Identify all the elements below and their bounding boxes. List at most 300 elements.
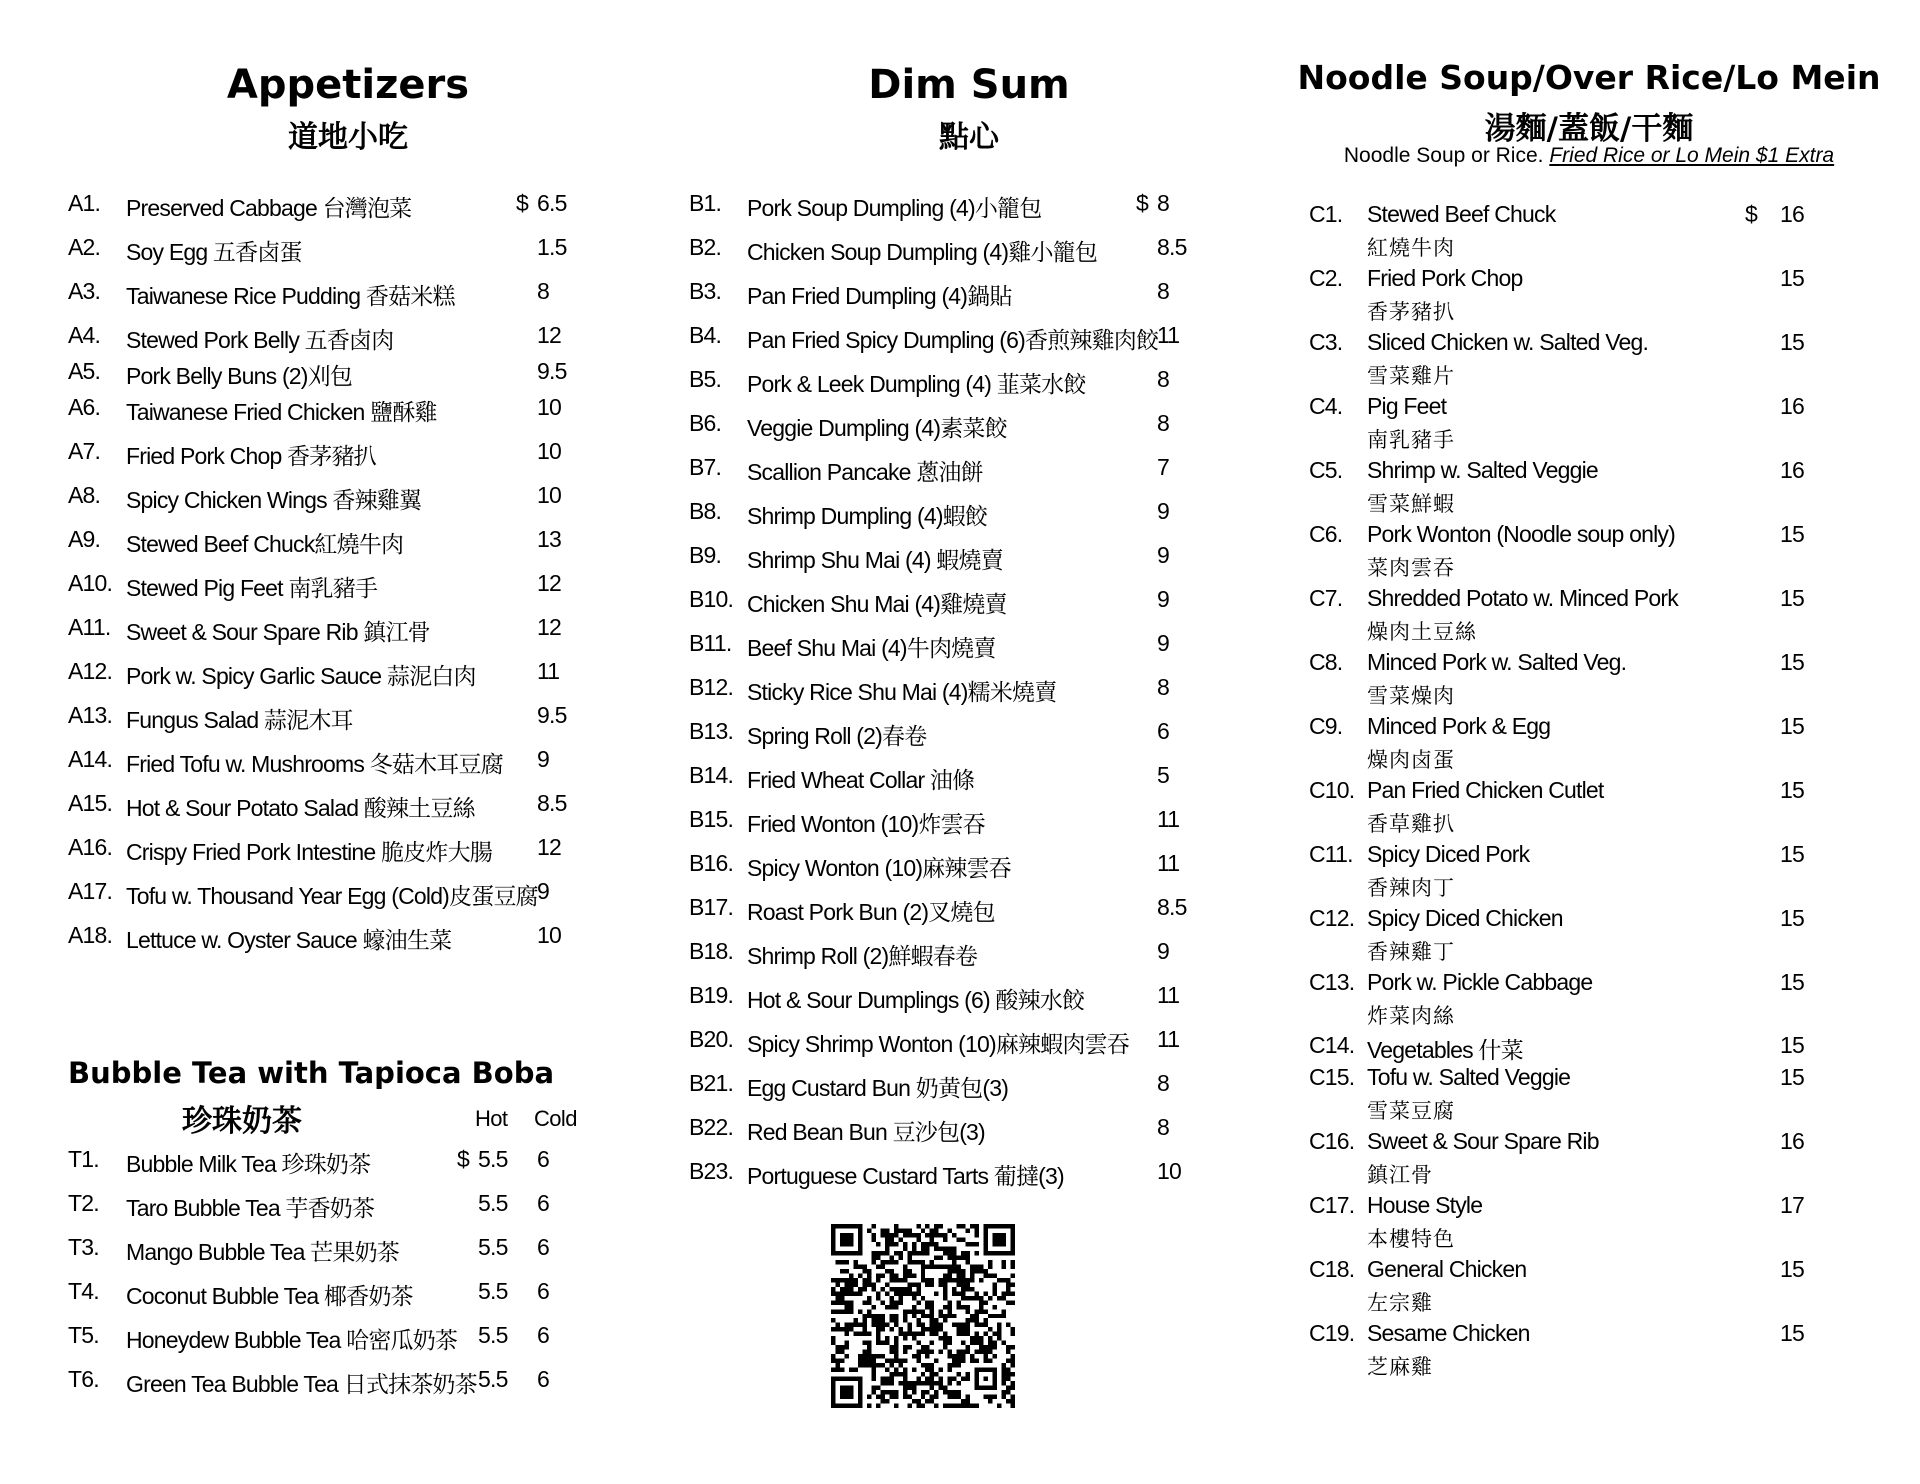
bubble-tea-title: Bubble Tea with Tapioca Boba [68, 1056, 555, 1090]
item-name: Pork Wonton (Noodle soup only) [1367, 521, 1675, 547]
item-price: 8 [1157, 190, 1169, 216]
item-code: B3. [689, 278, 722, 304]
item-code: A7. [68, 438, 101, 464]
item-name-zh: 香辣雞丁 [1367, 940, 1455, 964]
item-price: 5 [1157, 762, 1169, 788]
item-name: Fried Pork Chop [1367, 265, 1523, 291]
item-price: 9 [537, 746, 549, 772]
item-price: 10 [537, 394, 561, 420]
item-name: Chicken Shu Mai (4)雞燒賣 [747, 591, 1007, 617]
item-name-zh: 鎮江骨 [1367, 1163, 1433, 1187]
item-price: 15 [1780, 1256, 1804, 1282]
item-code: B7. [689, 454, 722, 480]
item-price: 12 [537, 834, 561, 860]
item-name: Vegetables 什菜 [1367, 1037, 1523, 1063]
item-price: 10 [1157, 1158, 1181, 1184]
item-name: Minced Pork w. Salted Veg. [1367, 649, 1627, 675]
item-name: Sliced Chicken w. Salted Veg. [1367, 329, 1649, 355]
item-name-zh: 南乳豬手 [1367, 428, 1455, 452]
item-name: Mango Bubble Tea 芒果奶茶 [126, 1239, 399, 1265]
list-item [68, 526, 588, 556]
list-item [68, 1366, 588, 1396]
item-price: 15 [1780, 905, 1804, 931]
item-name: Spring Roll (2)春卷 [747, 723, 927, 749]
noodle-title-zh: 湯麵/蓋飯/干麵 [1484, 111, 1694, 147]
list-item [1309, 329, 1829, 359]
item-code: C8. [1309, 649, 1343, 675]
list-item [689, 366, 1209, 396]
item-name: Beef Shu Mai (4)牛肉燒賣 [747, 635, 996, 661]
list-item [689, 586, 1209, 616]
item-code: A1. [68, 190, 101, 216]
item-name: Fried Wheat Collar 油條 [747, 767, 975, 793]
item-name: Crispy Fried Pork Intestine 脆皮炸大腸 [126, 839, 492, 865]
list-item [1309, 841, 1829, 871]
item-code: C14. [1309, 1032, 1355, 1058]
list-item [68, 614, 588, 644]
list-item [68, 190, 588, 220]
item-code: T5. [68, 1322, 99, 1348]
item-name: Taro Bubble Tea 芋香奶茶 [126, 1195, 375, 1221]
item-name: Lettuce w. Oyster Sauce 蠔油生菜 [126, 927, 452, 953]
hot-price: 5.5 [478, 1146, 508, 1172]
item-price: 9 [1157, 498, 1169, 524]
appetizers-title: Appetizers [226, 62, 470, 108]
list-item [1309, 457, 1829, 487]
dim-sum-title-zh: 點心 [939, 120, 999, 155]
item-price: 16 [1780, 1128, 1804, 1154]
item-code: B8. [689, 498, 722, 524]
item-code: B19. [689, 982, 734, 1008]
list-item [68, 278, 588, 308]
list-item [68, 1322, 588, 1352]
item-name: Shrimp Shu Mai (4) 蝦燒賣 [747, 547, 1003, 573]
list-item [689, 1158, 1209, 1188]
item-code: C6. [1309, 521, 1343, 547]
item-code: B6. [689, 410, 722, 436]
item-name: Chicken Soup Dumpling (4)雞小籠包 [747, 239, 1098, 265]
item-code: A8. [68, 482, 101, 508]
item-name-zh: 雪菜鮮蝦 [1367, 492, 1455, 516]
list-item [689, 806, 1209, 836]
bubble-tea-title-zh: 珍珠奶茶 [182, 1104, 302, 1139]
list-item [1309, 1256, 1829, 1286]
item-code: B1. [689, 190, 722, 216]
item-name: Shrimp Dumpling (4)蝦餃 [747, 503, 988, 529]
list-item [1309, 585, 1829, 615]
item-code: C15. [1309, 1064, 1355, 1090]
item-name-zh: 芝麻雞 [1367, 1355, 1433, 1379]
item-code: A17. [68, 878, 113, 904]
cold-price: 6 [537, 1234, 549, 1260]
list-item [1309, 393, 1829, 423]
item-name: Pork Soup Dumpling (4)小籠包 [747, 195, 1042, 221]
item-name: Pork w. Pickle Cabbage [1367, 969, 1593, 995]
item-code: A5. [68, 358, 101, 384]
item-code: B14. [689, 762, 734, 788]
item-name: Taiwanese Fried Chicken 鹽酥雞 [126, 399, 437, 425]
item-name: Shrimp Roll (2)鮮蝦春卷 [747, 943, 978, 969]
item-price: 15 [1780, 1064, 1804, 1090]
item-code: B18. [689, 938, 734, 964]
list-item [1309, 265, 1829, 295]
noodle-title: Noodle Soup/Over Rice/Lo Mein [1297, 58, 1881, 97]
list-item [689, 718, 1209, 748]
item-name: Sticky Rice Shu Mai (4)糯米燒賣 [747, 679, 1057, 705]
item-name: Fried Tofu w. Mushrooms 冬菇木耳豆腐 [126, 751, 503, 777]
item-name: Hot & Sour Potato Salad 酸辣土豆絲 [126, 795, 475, 821]
item-name: General Chicken [1367, 1256, 1527, 1282]
list-item [1309, 1192, 1829, 1222]
list-item [689, 234, 1209, 264]
item-price: 16 [1780, 393, 1804, 419]
item-price: 9 [537, 878, 549, 904]
item-price: 11 [1157, 806, 1180, 832]
item-name: Sweet & Sour Spare Rib [1367, 1128, 1599, 1154]
item-price: 8 [1157, 410, 1169, 436]
item-name: Red Bean Bun 豆沙包(3) [747, 1119, 985, 1145]
item-price: 8.5 [1157, 894, 1187, 920]
item-code: A6. [68, 394, 101, 420]
item-price: 8 [537, 278, 549, 304]
item-code: B5. [689, 366, 722, 392]
item-name: Shredded Potato w. Minced Pork [1367, 585, 1678, 611]
noodle-note-plain: Noodle Soup or Rice. [1343, 144, 1550, 167]
item-code: B15. [689, 806, 734, 832]
cold-price: 6 [537, 1278, 549, 1304]
item-code: A14. [68, 746, 113, 772]
item-name: Stewed Pig Feet 南乳豬手 [126, 575, 378, 601]
item-price: 15 [1780, 777, 1804, 803]
item-price: 9 [1157, 542, 1169, 568]
item-price: 10 [537, 438, 561, 464]
item-name: Portuguese Custard Tarts 葡撻(3) [747, 1163, 1064, 1189]
item-code: B21. [689, 1070, 734, 1096]
list-item [689, 542, 1209, 572]
item-code: A11. [68, 614, 111, 640]
dim-sum-title: Dim Sum [868, 62, 1070, 108]
item-code: C19. [1309, 1320, 1355, 1346]
item-price: 12 [537, 614, 561, 640]
item-code: B22. [689, 1114, 734, 1140]
item-code: B12. [689, 674, 734, 700]
item-price: 11 [1157, 1026, 1180, 1052]
list-item [68, 358, 588, 388]
item-price: 11 [1157, 322, 1180, 348]
item-name: Preserved Cabbage 台灣泡菜 [126, 195, 412, 221]
item-name: Pig Feet [1367, 393, 1447, 419]
item-price: 9.5 [537, 702, 567, 728]
item-code: A10. [68, 570, 113, 596]
item-price: 8 [1157, 278, 1169, 304]
list-item [1309, 969, 1829, 999]
list-item [1309, 777, 1829, 807]
list-item [689, 190, 1209, 220]
item-name: Pan Fried Spicy Dumpling (6)香煎辣雞肉餃 [747, 327, 1159, 353]
list-item [689, 1114, 1209, 1144]
item-name: Spicy Chicken Wings 香辣雞翼 [126, 487, 422, 513]
item-name: Tofu w. Thousand Year Egg (Cold)皮蛋豆腐 [126, 883, 538, 909]
noodle-section [1297, 0, 1881, 1484]
item-name: Pork Belly Buns (2)刈包 [126, 363, 353, 389]
item-code: T2. [68, 1190, 99, 1216]
item-price: 9 [1157, 586, 1169, 612]
item-name: Soy Egg 五香卤蛋 [126, 239, 302, 265]
item-price: 16 [1780, 457, 1804, 483]
item-price: 15 [1780, 841, 1804, 867]
item-code: C10. [1309, 777, 1355, 803]
item-price: 11 [1157, 982, 1180, 1008]
cold-price: 6 [537, 1190, 549, 1216]
list-item [689, 322, 1209, 352]
item-code: C7. [1309, 585, 1343, 611]
item-name-zh: 香辣肉丁 [1367, 876, 1455, 900]
item-code: C16. [1309, 1128, 1355, 1154]
item-code: A9. [68, 526, 101, 552]
dim-sum-section [689, 0, 1209, 1484]
item-name: Spicy Shrimp Wonton (10)麻辣蝦肉雲吞 [747, 1031, 1130, 1057]
item-price: 15 [1780, 1032, 1804, 1058]
item-code: T3. [68, 1234, 99, 1260]
list-item [689, 498, 1209, 528]
noodle-note-extra: Fried Rice or Lo Mein $1 Extra [1549, 144, 1835, 167]
hot-column-header: Hot [475, 1106, 508, 1131]
hot-price: 5.5 [478, 1278, 508, 1304]
item-price: 11 [537, 658, 560, 684]
item-name: Pork w. Spicy Garlic Sauce 蒜泥白肉 [126, 663, 476, 689]
list-item [1309, 1128, 1829, 1158]
item-price: 8.5 [537, 790, 567, 816]
item-price: 15 [1780, 713, 1804, 739]
list-item [689, 1026, 1209, 1056]
list-item [68, 322, 588, 352]
item-price: 6.5 [537, 190, 567, 216]
item-name: Bubble Milk Tea 珍珠奶茶 [126, 1151, 371, 1177]
item-name-zh: 雪菜豆腐 [1367, 1099, 1455, 1123]
list-item [68, 702, 588, 732]
list-item [1309, 1032, 1829, 1062]
item-name: Hot & Sour Dumplings (6) 酸辣水餃 [747, 987, 1085, 1013]
item-code: A2. [68, 234, 101, 260]
list-item [1309, 1064, 1829, 1094]
item-name: Stewed Beef Chuck [1367, 201, 1556, 227]
item-price: 15 [1780, 969, 1804, 995]
item-price: 15 [1780, 521, 1804, 547]
item-code: C11. [1309, 841, 1353, 867]
item-code: B16. [689, 850, 734, 876]
item-name: Green Tea Bubble Tea 日式抹茶奶茶 [126, 1371, 477, 1397]
item-code: A13. [68, 702, 113, 728]
item-name: Stewed Pork Belly 五香卤肉 [126, 327, 394, 353]
item-name-zh: 紅燒牛肉 [1367, 236, 1455, 260]
list-item [68, 1278, 588, 1308]
item-code: C5. [1309, 457, 1343, 483]
item-code: A18. [68, 922, 113, 948]
list-item [68, 922, 588, 952]
item-price: 12 [537, 570, 561, 596]
item-name: Spicy Wonton (10)麻辣雲吞 [747, 855, 1011, 881]
item-price: 12 [537, 322, 561, 348]
list-item [1309, 713, 1829, 743]
item-code: B10. [689, 586, 734, 612]
item-name-zh: 炸菜肉絲 [1367, 1004, 1455, 1028]
item-price: 9 [1157, 630, 1169, 656]
item-name: Spicy Diced Pork [1367, 841, 1530, 867]
item-name: Pan Fried Chicken Cutlet [1367, 777, 1604, 803]
item-name: Pork & Leek Dumpling (4) 韮菜水餃 [747, 371, 1086, 397]
item-price: 8.5 [1157, 234, 1187, 260]
cold-column-header: Cold [534, 1106, 577, 1131]
currency-symbol: $ [1136, 190, 1148, 216]
item-price: 7 [1157, 454, 1169, 480]
item-name-zh: 左宗雞 [1367, 1291, 1433, 1315]
list-item [68, 878, 588, 908]
currency-symbol: $ [516, 190, 528, 216]
item-name: House Style [1367, 1192, 1483, 1218]
item-code: A12. [68, 658, 113, 684]
item-name-zh: 燥肉土豆絲 [1367, 620, 1477, 644]
item-code: C13. [1309, 969, 1355, 995]
item-code: T6. [68, 1366, 99, 1392]
item-name: Veggie Dumpling (4)素菜餃 [747, 415, 1007, 441]
cold-price: 6 [537, 1146, 549, 1172]
item-name: Fried Wonton (10)炸雲吞 [747, 811, 985, 837]
item-code: B13. [689, 718, 734, 744]
item-name-zh: 香茅豬扒 [1367, 300, 1455, 324]
item-code: A3. [68, 278, 101, 304]
item-code: C4. [1309, 393, 1343, 419]
list-item [68, 1190, 588, 1220]
currency-symbol: $ [457, 1146, 469, 1172]
item-name-zh: 雪菜燥肉 [1367, 684, 1455, 708]
list-item [68, 482, 588, 512]
item-price: 8 [1157, 366, 1169, 392]
list-item [689, 982, 1209, 1012]
item-name: Stewed Beef Chuck紅燒牛肉 [126, 531, 404, 557]
item-name: Tofu w. Salted Veggie [1367, 1064, 1571, 1090]
item-code: A4. [68, 322, 101, 348]
list-item [68, 746, 588, 776]
item-name-zh: 香草雞扒 [1367, 812, 1455, 836]
list-item [689, 894, 1209, 924]
item-price: 9.5 [537, 358, 567, 384]
item-name: Sesame Chicken [1367, 1320, 1530, 1346]
list-item [689, 850, 1209, 880]
list-item [68, 570, 588, 600]
currency-symbol: $ [1745, 201, 1757, 227]
item-price: 13 [537, 526, 561, 552]
item-name: Sweet & Sour Spare Rib 鎮江骨 [126, 619, 430, 645]
list-item [1309, 201, 1829, 231]
list-item [68, 394, 588, 424]
list-item [68, 438, 588, 468]
item-price: 15 [1780, 585, 1804, 611]
item-name-zh: 雪菜雞片 [1367, 364, 1455, 388]
list-item [1309, 649, 1829, 679]
item-price: 10 [537, 482, 561, 508]
item-code: C2. [1309, 265, 1343, 291]
item-name: Spicy Diced Chicken [1367, 905, 1563, 931]
item-name: Fungus Salad 蒜泥木耳 [126, 707, 353, 733]
list-item [689, 938, 1209, 968]
item-code: B9. [689, 542, 722, 568]
item-code: T1. [68, 1146, 99, 1172]
item-code: A15. [68, 790, 113, 816]
list-item [68, 1146, 588, 1176]
appetizers-section [68, 0, 588, 1484]
hot-price: 5.5 [478, 1366, 508, 1392]
item-name-zh: 菜肉雲吞 [1367, 556, 1455, 580]
list-item [1309, 905, 1829, 935]
item-name: Honeydew Bubble Tea 哈密瓜奶茶 [126, 1327, 458, 1353]
list-item [68, 234, 588, 264]
item-price: 17 [1780, 1192, 1804, 1218]
item-name: Roast Pork Bun (2)叉燒包 [747, 899, 995, 925]
cold-price: 6 [537, 1366, 549, 1392]
item-price: 8 [1157, 674, 1169, 700]
list-item [689, 454, 1209, 484]
hot-price: 5.5 [478, 1322, 508, 1348]
item-price: 10 [537, 922, 561, 948]
list-item [689, 278, 1209, 308]
noodle-pricing-note [1293, 144, 1885, 168]
appetizers-title-zh: 道地小吃 [288, 120, 408, 155]
item-price: 9 [1157, 938, 1169, 964]
item-price: 16 [1780, 201, 1804, 227]
item-name-zh: 本樓特色 [1367, 1227, 1455, 1251]
list-item [689, 674, 1209, 704]
list-item [1309, 521, 1829, 551]
item-code: C3. [1309, 329, 1343, 355]
list-item [1309, 1320, 1829, 1350]
item-name: Taiwanese Rice Pudding 香菇米糕 [126, 283, 455, 309]
item-code: B4. [689, 322, 722, 348]
qr-code [831, 1224, 1015, 1408]
item-code: B17. [689, 894, 734, 920]
list-item [689, 410, 1209, 440]
item-code: C9. [1309, 713, 1343, 739]
item-price: 15 [1780, 649, 1804, 675]
item-code: B2. [689, 234, 722, 260]
list-item [68, 790, 588, 820]
item-code: B11. [689, 630, 732, 656]
list-item [68, 658, 588, 688]
item-code: T4. [68, 1278, 99, 1304]
item-name: Minced Pork & Egg [1367, 713, 1551, 739]
item-code: A16. [68, 834, 113, 860]
list-item [689, 630, 1209, 660]
item-name: Pan Fried Dumpling (4)鍋貼 [747, 283, 1012, 309]
item-price: 1.5 [537, 234, 567, 260]
item-price: 11 [1157, 850, 1180, 876]
hot-price: 5.5 [478, 1234, 508, 1260]
item-price: 6 [1157, 718, 1169, 744]
item-name-zh: 燥肉卤蛋 [1367, 748, 1455, 772]
item-code: C1. [1309, 201, 1343, 227]
item-price: 15 [1780, 265, 1804, 291]
item-name: Egg Custard Bun 奶黄包(3) [747, 1075, 1009, 1101]
list-item [689, 1070, 1209, 1100]
list-item [68, 1234, 588, 1264]
item-code: B20. [689, 1026, 734, 1052]
cold-price: 6 [537, 1322, 549, 1348]
item-code: C17. [1309, 1192, 1355, 1218]
item-code: C12. [1309, 905, 1355, 931]
item-name: Fried Pork Chop 香茅豬扒 [126, 443, 376, 469]
item-code: B23. [689, 1158, 734, 1184]
item-name: Coconut Bubble Tea 椰香奶茶 [126, 1283, 413, 1309]
item-name: Scallion Pancake 蔥油餅 [747, 459, 983, 485]
